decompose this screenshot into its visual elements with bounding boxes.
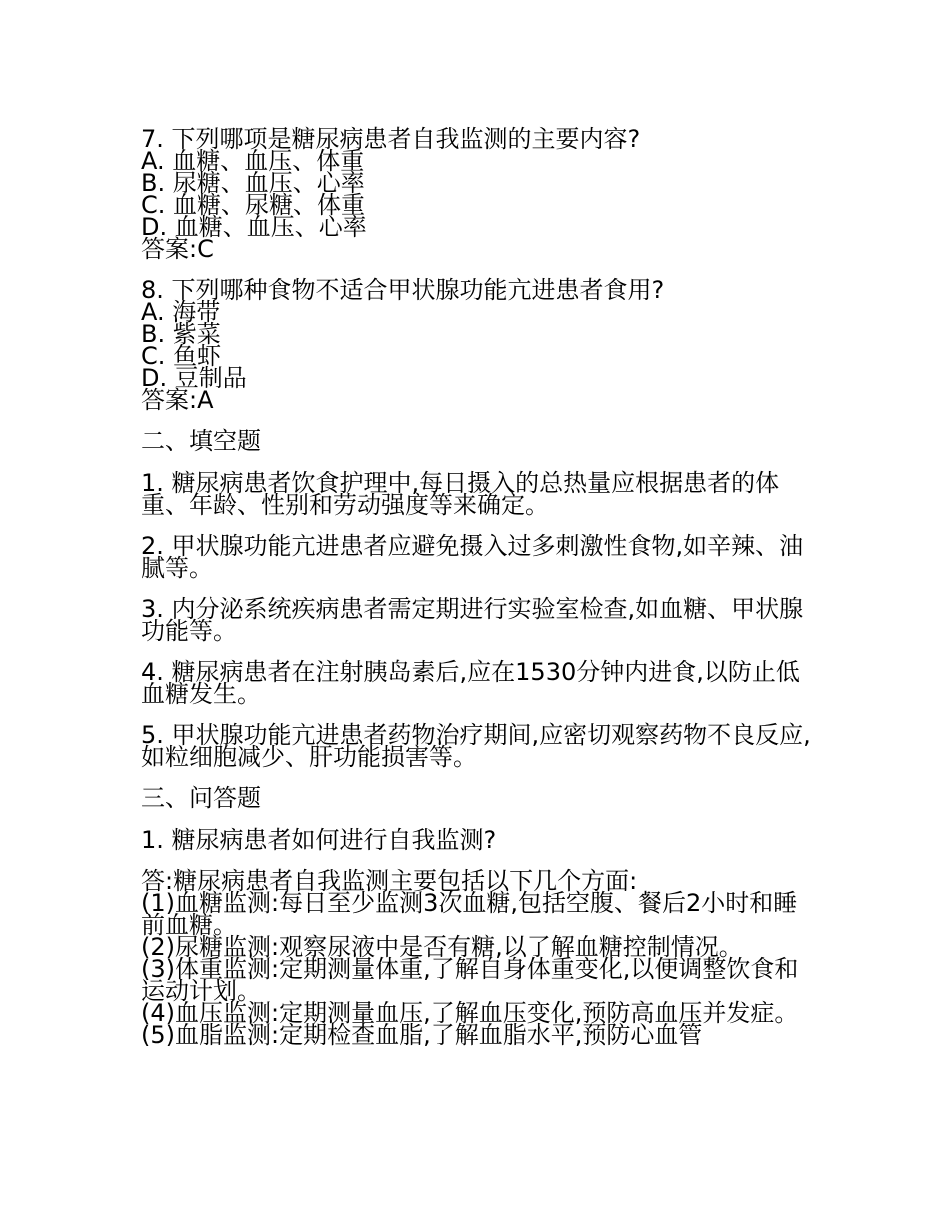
fill-in-item — [141, 595, 821, 645]
option-a: A. 血糖、血压、体重 — [141, 147, 365, 175]
qa-answer-item: (2)尿糖监测:观察尿液中是否有糖,以了解血糖控制情况。 — [141, 933, 743, 961]
fill-in-item — [141, 721, 821, 771]
section-heading-qa: 三、问答题 — [141, 784, 261, 812]
option-c: C. 鱼虾 — [141, 342, 222, 370]
document-content — [141, 125, 821, 1065]
question-text: 8. 下列哪种食物不适合甲状腺功能亢进患者食用? — [141, 276, 665, 304]
answer: 答案:C — [141, 235, 214, 263]
fill-in-item — [141, 532, 821, 582]
section-heading-fill-in: 二、填空题 — [141, 427, 261, 455]
option-b: B. 紫菜 — [141, 320, 221, 348]
fill-in-text: 4. 糖尿病患者在注射胰岛素后,应在1530分钟内进食,以防止低血糖发生。 — [141, 658, 800, 708]
option-a: A. 海带 — [141, 298, 221, 326]
fill-in-text: 3. 内分泌系统疾病患者需定期进行实验室检查,如血糖、甲状腺功能等。 — [141, 595, 804, 645]
fill-in-text: 1. 糖尿病患者饮食护理中,每日摄入的总热量应根据患者的体重、年龄、性别和劳动强度等来确定。 — [141, 469, 780, 519]
qa-answer-intro: 答:糖尿病患者自我监测主要包括以下几个方面: — [141, 867, 638, 895]
qa-answer — [141, 867, 821, 1049]
question-text: 7. 下列哪项是糖尿病患者自我监测的主要内容? — [141, 125, 641, 153]
qa-answer-item: (1)血糖监测:每日至少监测3次血糖,包括空腹、餐后2小时和睡前血糖。 — [141, 889, 798, 939]
qa-answer-item: (5)血脂监测:定期检查血脂,了解血脂水平,预防心血管 — [141, 1021, 703, 1049]
answer: 答案:A — [141, 386, 214, 414]
mcq-question-7 — [141, 125, 821, 263]
option-d: D. 血糖、血压、心率 — [141, 213, 367, 241]
fill-in-item — [141, 469, 821, 519]
fill-in-item — [141, 658, 821, 708]
mcq-question-8 — [141, 276, 821, 414]
qa-question-text: 1. 糖尿病患者如何进行自我监测? — [141, 826, 497, 854]
qa-question — [141, 826, 821, 854]
option-c: C. 血糖、尿糖、体重 — [141, 191, 366, 219]
qa-answer-item: (4)血压监测:定期测量血压,了解血压变化,预防高血压并发症。 — [141, 999, 799, 1027]
qa-answer-item: (3)体重监测:定期测量体重,了解自身体重变化,以便调整饮食和运动计划。 — [141, 955, 799, 1005]
fill-in-text: 5. 甲状腺功能亢进患者药物治疗期间,应密切观察药物不良反应,如粒细胞减少、肝功能损害等。 — [141, 721, 811, 771]
fill-in-text: 2. 甲状腺功能亢进患者应避免摄入过多刺激性食物,如辛辣、油腻等。 — [141, 532, 804, 582]
option-b: B. 尿糖、血压、心率 — [141, 169, 365, 197]
option-d: D. 豆制品 — [141, 364, 247, 392]
